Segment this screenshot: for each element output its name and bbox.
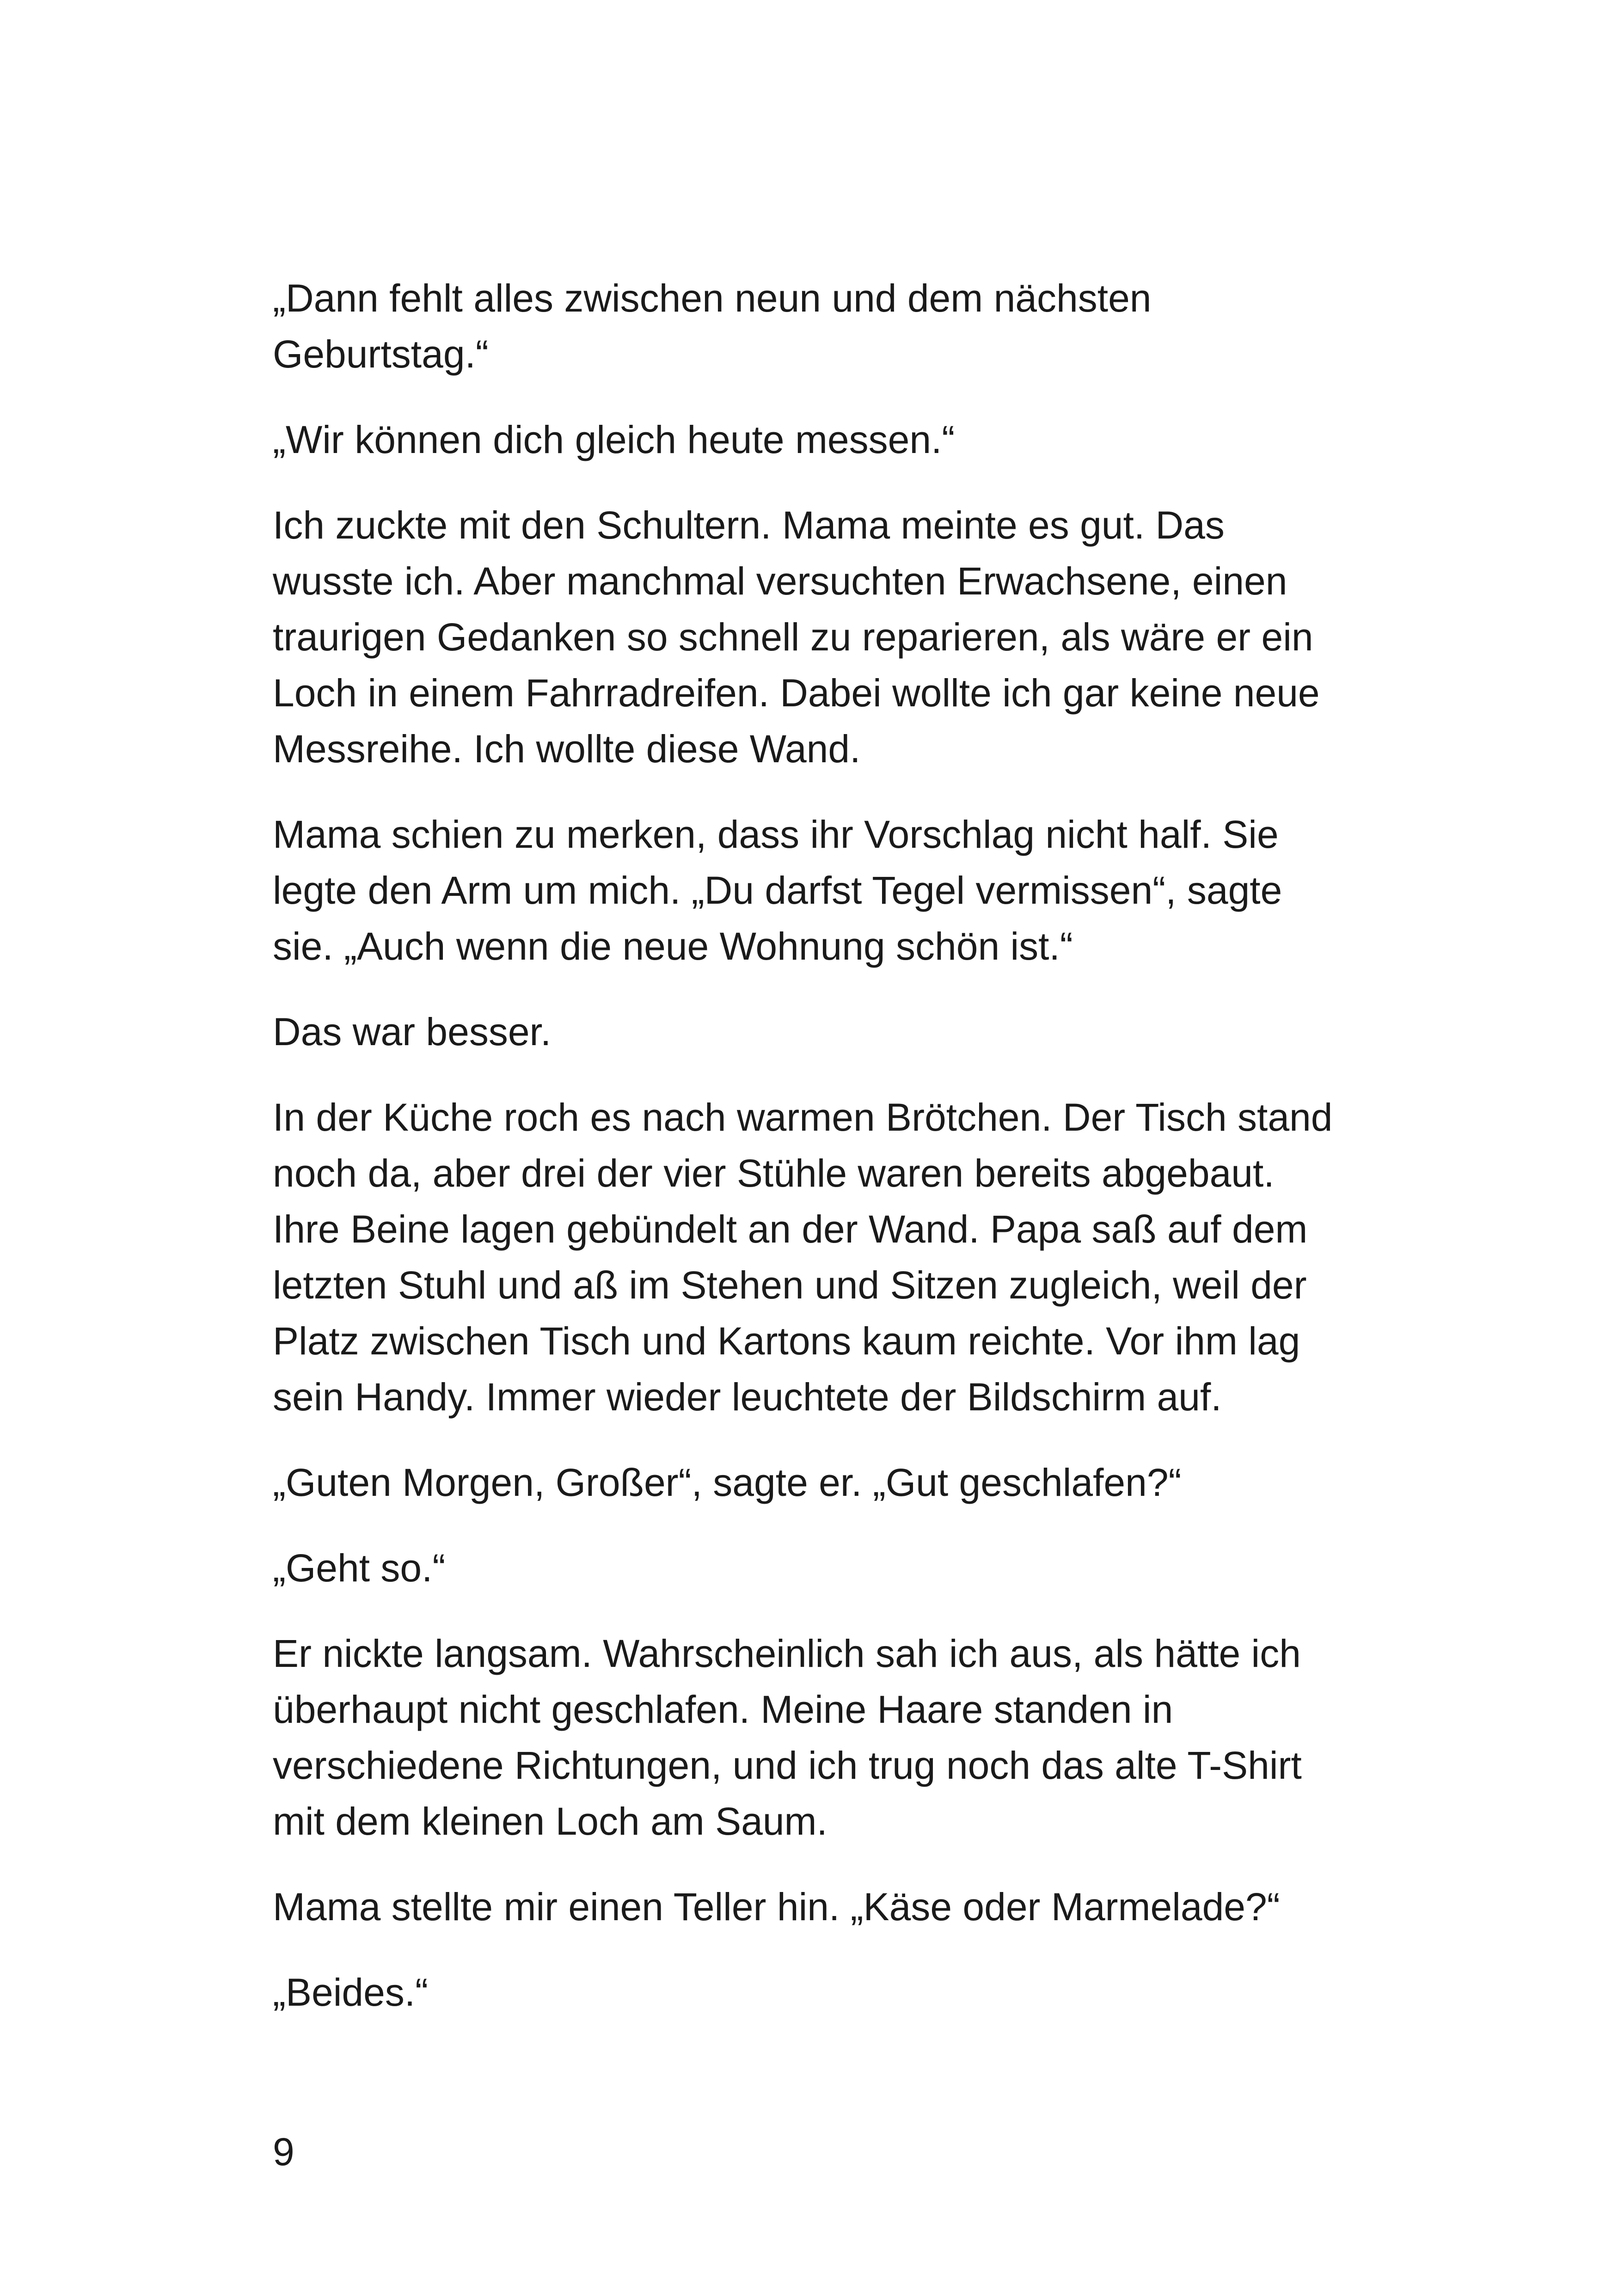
text-line: In der Küche roch es nach warmen Brötchen. Der Tisch stand <box>273 1096 1333 1139</box>
paragraph <box>273 1090 1336 1425</box>
paragraph <box>273 1540 1336 1596</box>
paragraph <box>273 270 1336 382</box>
text-line: traurigen Gedanken so schnell zu reparieren, als wäre er ein <box>273 615 1313 659</box>
text-line: „Beides.“ <box>273 1971 429 2014</box>
text-line: „Dann fehlt alles zwischen neun und dem nächsten <box>273 276 1152 320</box>
text-line: sie. „Auch wenn die neue Wohnung schön ist.“ <box>273 925 1073 968</box>
page-number: 9 <box>273 2130 294 2174</box>
text-line: Mama schien zu merken, dass ihr Vorschlag nicht half. Sie <box>273 813 1279 856</box>
text-line: Das war besser. <box>273 1010 552 1053</box>
paragraph <box>273 807 1336 974</box>
text-line: „Guten Morgen, Großer“, sagte er. „Gut geschlafen?“ <box>273 1461 1182 1504</box>
paragraph <box>273 1004 1336 1060</box>
paragraph <box>273 497 1336 777</box>
paragraph <box>273 1455 1336 1511</box>
text-line: verschiedene Richtungen, und ich trug noch das alte T-Shirt <box>273 1744 1302 1787</box>
paragraph <box>273 1879 1336 1935</box>
paragraph <box>273 1626 1336 1849</box>
text-line: „Wir können dich gleich heute messen.“ <box>273 418 955 461</box>
text-line: „Geht so.“ <box>273 1546 446 1590</box>
text-line: Platz zwischen Tisch und Kartons kaum reichte. Vor ihm lag <box>273 1319 1300 1363</box>
text-line: Ich zuckte mit den Schultern. Mama meinte es gut. Das <box>273 503 1225 547</box>
paragraph <box>273 1965 1336 2020</box>
text-line: legte den Arm um mich. „Du darfst Tegel vermissen“, sagte <box>273 869 1282 912</box>
text-line: Loch in einem Fahrradreifen. Dabei wollte ich gar keine neue <box>273 671 1320 715</box>
text-line: noch da, aber drei der vier Stühle waren bereits abgebaut. <box>273 1151 1275 1195</box>
text-line: sein Handy. Immer wieder leuchtete der Bildschirm auf. <box>273 1375 1222 1419</box>
text-line: überhaupt nicht geschlafen. Meine Haare standen in <box>273 1688 1173 1731</box>
paragraph <box>273 412 1336 468</box>
text-line: Mama stellte mir einen Teller hin. „Käse oder Marmelade?“ <box>273 1885 1280 1929</box>
text-line: mit dem kleinen Loch am Saum. <box>273 1800 827 1843</box>
text-line: Messreihe. Ich wollte diese Wand. <box>273 727 861 771</box>
text-line: Geburtstag.“ <box>273 332 489 376</box>
text-line: Ihre Beine lagen gebündelt an der Wand. Papa saß auf dem <box>273 1207 1308 1251</box>
text-line: Er nickte langsam. Wahrscheinlich sah ich aus, als hätte ich <box>273 1632 1301 1675</box>
page-text <box>273 270 1336 2050</box>
text-line: wusste ich. Aber manchmal versuchten Erwachsene, einen <box>273 559 1287 603</box>
text-line: letzten Stuhl und aß im Stehen und Sitzen zugleich, weil der <box>273 1263 1307 1307</box>
